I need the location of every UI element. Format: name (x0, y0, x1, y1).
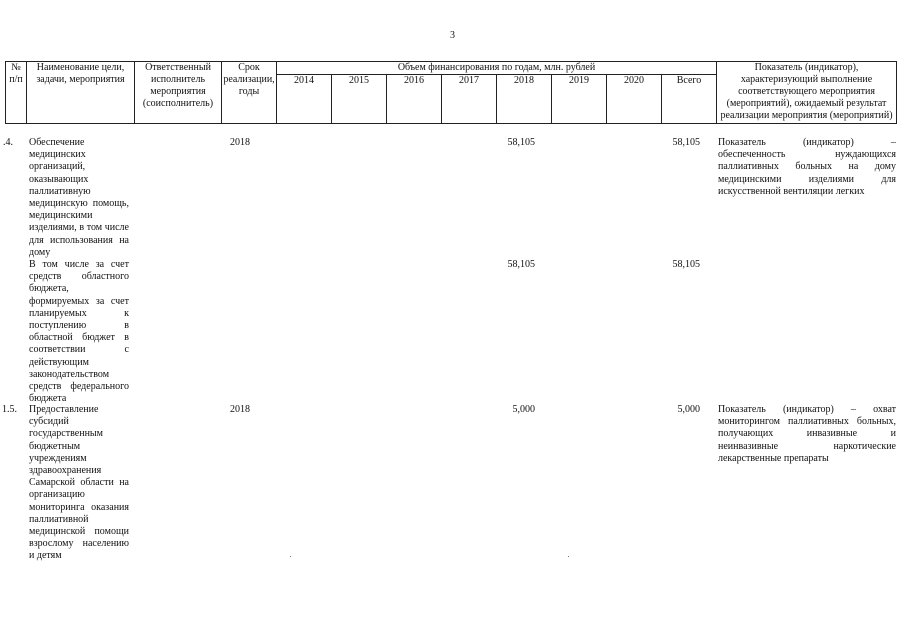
row-term: 2018 (230, 137, 250, 148)
scan-speck (290, 556, 291, 557)
header-year-2020: 2020 (607, 75, 662, 124)
row-num: .4. (3, 137, 13, 148)
header-year-2018: 2018 (497, 75, 552, 124)
header-year-2019: 2019 (552, 75, 607, 124)
header-total: Всего (662, 75, 717, 124)
row-value-2018: 5,000 (512, 404, 535, 415)
row-indicator: Показатель (индикатор) – охват мониторингом паллиативных больных, получающих инвазивные и неинвазивные наркотические лекарственные препараты (718, 404, 896, 464)
header-indicator: Показатель (индикатор), характеризующий выполнение соответствующего мероприятия (мероприятий), ожидаемый результат реализации мероприятия (мероприятий) (717, 62, 897, 124)
row-value-2018: 58,105 (507, 137, 535, 148)
header-funding: Объем финансирования по годам, млн. рублей (277, 62, 717, 75)
row-name: Обеспечение медицинских организаций, оказывающих паллиативную медицинскую помощь, медицинскими изделиями, в том числе для использования на дому (29, 137, 129, 258)
header-year-2015: 2015 (332, 75, 387, 124)
row-value-total: 58,105 (672, 137, 700, 148)
table-header (5, 61, 897, 124)
header-term: Срок реализации, годы (222, 62, 277, 124)
row-indicator: Показатель (индикатор) – обеспеченность нуждающихся паллиативных больных на дому медицинскими изделиями для искусственной вентиляции легких (718, 137, 896, 197)
row-name: Предоставление субсидий государственным бюджетным учреждениям здравоохранения Самарской области на организацию мониторинга оказания паллиативной медицинской помощи взрослому населению и детям (29, 404, 129, 562)
header-name: Наименование цели, задачи, мероприятия (27, 62, 135, 124)
header-year-2017: 2017 (442, 75, 497, 124)
header-year-2014: 2014 (277, 75, 332, 124)
row-value-total: 58,105 (672, 259, 700, 270)
page-number: 3 (450, 30, 455, 41)
scan-speck (568, 556, 569, 557)
header-year-2016: 2016 (387, 75, 442, 124)
row-name: В том числе за счет средств областного бюджета, формируемых за счет планируемых к поступлению в областной бюджет в соответствии с действующим законодательством средств федерального бюджета (29, 259, 129, 405)
row-value-2018: 58,105 (507, 259, 535, 270)
row-num: 1.5. (2, 404, 17, 415)
header-executor: Ответственный исполнитель мероприятия (соисполнитель) (135, 62, 222, 124)
row-term: 2018 (230, 404, 250, 415)
row-value-total: 5,000 (677, 404, 700, 415)
header-num: № п/п (6, 62, 27, 124)
